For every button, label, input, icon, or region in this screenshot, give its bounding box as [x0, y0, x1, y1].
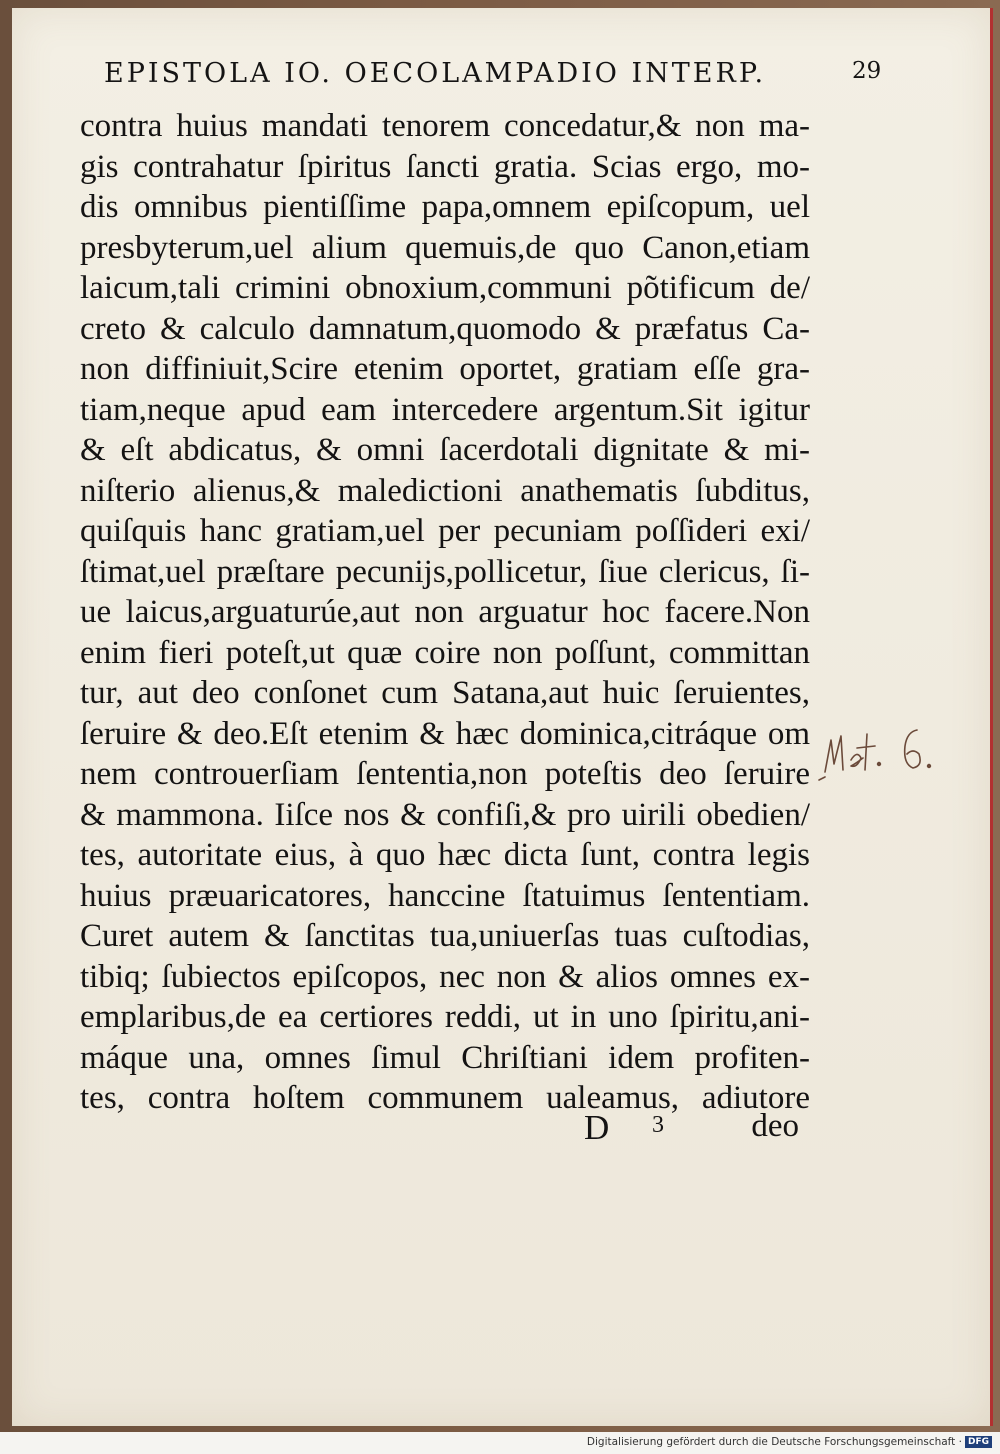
- text-line: nem controuerſiam ſententia,non poteſtis deo ſeruire: [80, 756, 810, 792]
- text-line: máque una, omnes ſimul Chriſtiani idem profiten-: [80, 1039, 810, 1076]
- signature-number: 3: [652, 1112, 664, 1138]
- text-line: tibiq; ſubiectos epiſcopos, nec non & alios omnes ex-: [80, 958, 810, 995]
- digitization-credit: [587, 1436, 992, 1448]
- text-line: ſeruire & deo.Eſt etenim & hæc dominica,citráque om: [80, 715, 810, 752]
- text-line: huius præuaricatores, hanccine ſtatuimus ſententiam.: [80, 877, 810, 914]
- running-head: EPISTOLA IO. OECOLAMPADIO INTERP.: [104, 58, 767, 89]
- text-line: Curet autem & ſanctitas tua,uniuerſas tuas cuſtodias,: [80, 918, 810, 954]
- text-line: enim fieri poteſt,ut quæ coire non poſſunt, committan: [80, 634, 810, 671]
- text-line: & mammona. Iiſce nos & confiſi,& pro uirili obedien/: [80, 796, 810, 833]
- folio-number: 29: [852, 58, 882, 84]
- text-line: tes, autoritate eius, à quo hæc dicta ſunt, contra legis: [80, 837, 810, 873]
- text-line: tur, aut deo conſonet cum Satana,aut huic ſeruientes,: [80, 675, 810, 711]
- text-line: non diffiniuit,Scire etenim oportet, gratiam eſſe gra-: [80, 351, 810, 387]
- catchword: deo: [751, 1108, 799, 1144]
- signature-mark: D: [584, 1108, 610, 1147]
- handwritten-margin-note: [817, 720, 967, 790]
- text-line: tes, contra hoſtem communem ualeamus, adiutore: [80, 1080, 810, 1116]
- text-line: dis omnibus pientiſſime papa,omnem epiſcopum, uel: [80, 189, 810, 225]
- text-line: ue laicus,arguaturúe,aut non arguatur hoc facere.Non: [80, 594, 810, 630]
- text-line: tiam,neque apud eam intercedere argentum.Sit igitur: [80, 391, 810, 428]
- text-line: emplaribus,de ea certiores reddi, ut in uno ſpiritu,ani-: [80, 999, 810, 1035]
- text-line: contra huius mandati tenorem concedatur,& non ma-: [80, 108, 810, 144]
- text-line: niſterio alienus,& maledictioni anathematis ſubditus,: [80, 472, 810, 509]
- text-line: quiſquis hanc gratiam,uel per pecuniam poſſideri exi/: [80, 513, 810, 549]
- text-line: & eſt abdicatus, & omni ſacerdotali dignitate & mi-: [80, 432, 810, 468]
- text-line: gis contrahatur ſpiritus ſancti gratia. Scias ergo, mo-: [80, 148, 810, 185]
- text-line: laicum,tali crimini obnoxium,communi põtificum de/: [80, 270, 810, 306]
- text-line: ſtimat,uel præſtare pecunijs,pollicetur, ſiue clericus, ſi-: [80, 553, 810, 590]
- dfg-logo: DFG: [965, 1436, 992, 1448]
- body-text: [80, 106, 810, 1119]
- book-page: [12, 8, 993, 1426]
- text-line: presbyterum,uel alium quemuis,de quo Canon,etiam: [80, 229, 810, 266]
- credit-text: Digitalisierung gefördert durch die Deutsche Forschungsgemeinschaft ·: [586, 1436, 962, 1448]
- text-line: creto & calculo damnatum,quomodo & præfatus Ca-: [80, 310, 810, 347]
- catchline: [584, 1108, 799, 1148]
